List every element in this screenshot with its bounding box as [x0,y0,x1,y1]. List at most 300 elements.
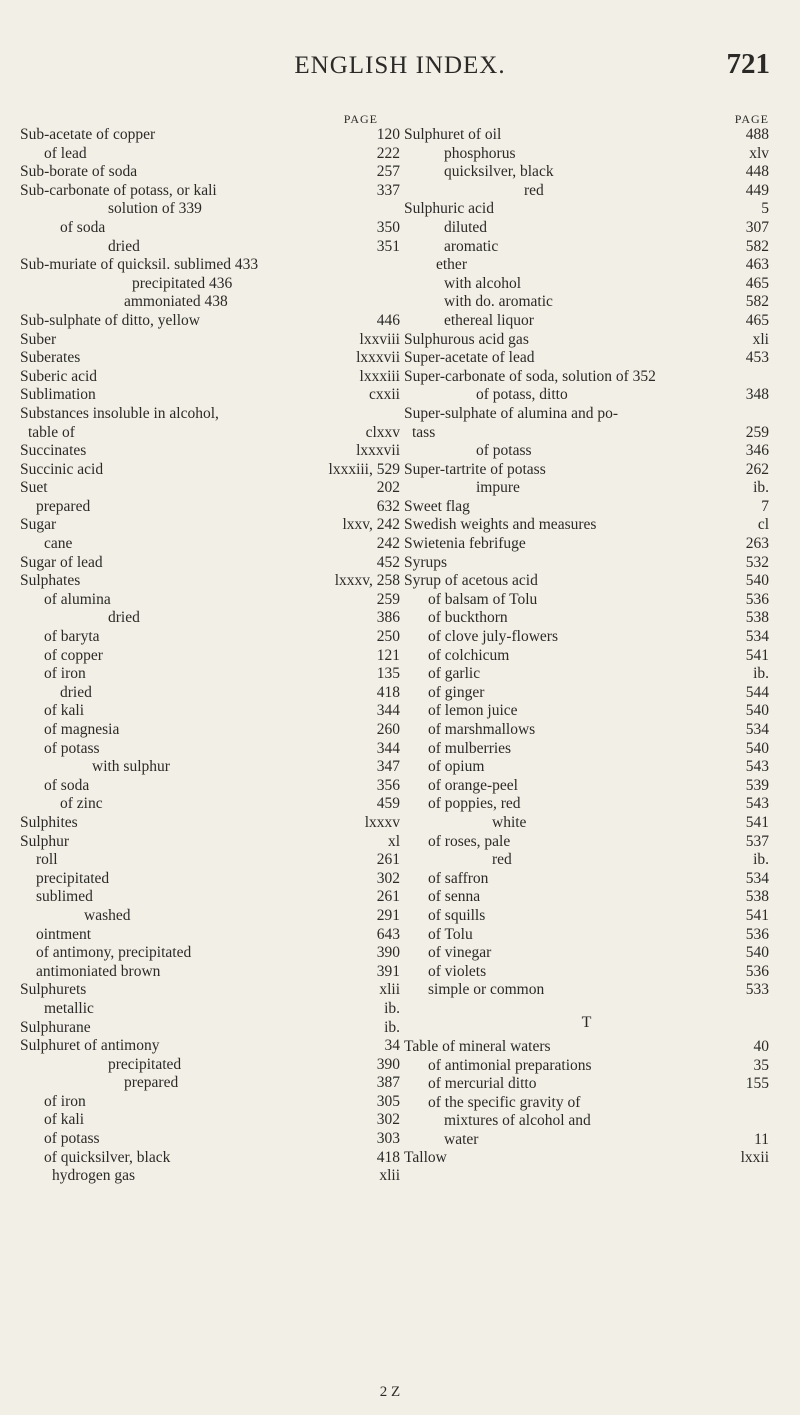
entry-page: xlii [379,1167,400,1185]
index-entry [20,516,400,535]
entry-page: ib. [753,665,769,683]
entry-page: 463 [745,256,769,274]
entry-term: roll [36,851,58,869]
index-entry [20,591,400,610]
index-entry [20,740,400,759]
entry-term: simple or common [428,981,545,999]
index-entry [404,368,769,387]
index-entry [404,275,769,294]
entry-term: of Tolu [428,925,473,943]
entry-page: 418 [376,683,400,701]
entry-term: metallic [44,999,94,1017]
entry-term: ether [436,256,467,274]
entry-page: 533 [745,981,769,999]
entry-page: 536 [745,962,769,980]
index-entry [20,312,400,331]
entry-term: of squills [428,906,486,924]
entry-term: of antimonial preparations [428,1056,592,1074]
entry-page: 259 [745,423,769,441]
entry-page: 534 [745,721,769,738]
entry-term: Super-acetate of lead [404,349,535,367]
entry-page: 538 [745,888,769,906]
entry-term: red [492,851,512,869]
entry-page: 537 [745,832,769,850]
entry-term: of alumina [44,590,111,608]
index-entry [404,851,769,870]
index-entry [20,1111,400,1130]
entry-page: 391 [376,962,400,980]
index-entry [20,665,400,684]
entry-page: 155 [745,1075,769,1093]
entry-term: Suber [20,330,57,348]
entry-page: 346 [745,442,769,460]
entry-page: 543 [745,795,769,813]
entry-page: 534 [745,869,769,887]
index-entry [20,758,400,777]
entry-page: 344 [376,739,400,757]
entry-term: aromatic [444,237,499,255]
entry-page: 302 [376,1111,400,1129]
index-entry [20,795,400,814]
entry-term: water [444,1130,479,1148]
index-entry [404,405,769,424]
index-entry [20,554,400,573]
index-entry [20,609,400,628]
entry-page: 541 [745,813,769,831]
index-entry [20,1093,400,1112]
entry-term: of violets [428,962,487,980]
entry-term: Sulphurane [20,1018,91,1036]
page-column-label: PAGE [343,112,378,126]
entry-page: lxxxv [364,813,400,831]
entry-page: 540 [745,944,769,962]
entry-term: of clove july-flowers [428,628,558,646]
entry-page: 582 [745,293,769,311]
index-entry [404,145,769,164]
entry-page: 544 [745,683,769,701]
index-entry [404,535,769,554]
entry-term: of kali [44,702,85,720]
index-entry [20,535,400,554]
page-number: 721 [726,48,770,80]
entry-term: of roses, pale [428,832,511,850]
entry-term: of lead [44,144,87,162]
entry-term: Sub-acetate of copper [20,126,156,143]
index-entry [20,256,400,275]
entry-term: of senna [428,888,481,906]
entry-term: red [524,181,544,199]
index-entry [20,368,400,387]
entry-term: of orange-peel [428,776,518,794]
index-entry [404,312,769,331]
entry-page: 449 [745,181,769,199]
index-entry [404,814,769,833]
index-entry [20,647,400,666]
entry-page: 465 [745,311,769,329]
index-entry [20,721,400,740]
index-entry [404,498,769,517]
entry-term: Suberic acid [20,367,98,385]
index-entry [404,591,769,610]
index-entry [20,126,400,145]
entry-page: 390 [376,944,400,962]
entry-page: lxxxvii [356,442,400,460]
entry-page: clxxv [365,423,400,441]
entry-term: sublimed [36,888,93,906]
entry-term: precipitated [36,869,110,887]
entry-term: of lemon juice [428,702,518,720]
index-entry [404,238,769,257]
entry-term: of magnesia [44,721,120,738]
entry-term: of antimony, precipitated [36,944,192,962]
entry-page: 541 [745,646,769,664]
entry-term: solution of 339 [108,200,202,218]
entry-page: ib. [753,851,769,869]
index-entry [20,275,400,294]
entry-term: of ginger [428,683,485,701]
entry-term: ointment [36,925,92,943]
index-entry [20,888,400,907]
running-title: ENGLISH INDEX. [294,52,506,79]
entry-page: 242 [376,535,400,553]
entry-page: 259 [376,590,400,608]
entry-term: Super-sulphate of alumina and po- [404,404,619,422]
entry-page: 351 [376,237,400,255]
entry-page: lxxxiii, 529 [328,460,400,478]
signature-mark: 2 Z [379,1384,401,1400]
entry-page: 11 [754,1130,769,1148]
index-entry [404,1131,769,1150]
entry-page: 418 [376,1148,400,1166]
entry-term: Sub-carbonate of potass, or kali [20,181,217,199]
entry-term: precipitated 436 [132,274,233,292]
index-entry [404,163,769,182]
entry-term: of potass [44,739,100,757]
index-entry [404,647,769,666]
entry-term: tass [412,423,436,441]
entry-page: 261 [376,888,400,906]
index-entry [404,331,769,350]
entry-term: phosphorus [444,144,516,162]
index-entry [20,293,400,312]
entry-page: 35 [753,1056,769,1074]
entry-page: 303 [376,1130,400,1148]
entry-page: lxxxiii [359,367,400,385]
index-entry [404,516,769,535]
entry-term: impure [476,479,520,497]
index-entry [404,572,769,591]
entry-term: diluted [444,218,488,236]
entry-term: dried [108,609,140,627]
index-entry [404,944,769,963]
entry-term: with do. aromatic [444,293,553,311]
entry-term: cane [44,535,73,553]
entry-page: 538 [745,609,769,627]
index-entry [20,814,400,833]
index-entry [20,572,400,591]
entry-term: Swedish weights and measures [404,516,597,534]
entry-page: 459 [376,795,400,813]
index-entry [20,182,400,201]
entry-term: Sulphur [20,832,70,850]
entry-term: Sulphites [20,813,78,831]
index-entry [20,479,400,498]
entry-page: 34 [384,1037,400,1055]
index-entry [404,888,769,907]
entry-term: Sulphuric acid [404,200,494,218]
entry-page: 291 [376,906,400,924]
entry-term: Sugar of lead [20,553,103,571]
entry-page: 539 [745,776,769,794]
entry-page: 257 [376,163,400,181]
index-column-left [20,112,400,1186]
entry-page: 202 [376,479,400,497]
index-entry [20,200,400,219]
index-entry [20,944,400,963]
entry-page: 348 [745,386,769,404]
entry-term: antimoniated brown [36,962,161,980]
entry-term: Sulphurets [20,981,87,999]
entry-page: cl [757,516,769,534]
entry-page: 643 [376,925,400,943]
index-entry [404,907,769,926]
index-entry [404,870,769,889]
entry-term: quicksilver, black [444,163,554,181]
index-entry [20,981,400,1000]
entry-page: 307 [745,218,769,236]
entry-term: of potass, ditto [476,386,568,404]
index-entry [20,163,400,182]
entry-page: 7 [761,497,769,515]
entry-term: white [492,813,527,831]
entry-term: of potass [44,1130,100,1148]
index-entry [404,702,769,721]
entry-term: dried [60,683,92,701]
entry-page: 5 [761,200,769,218]
index-entry [404,758,769,777]
entry-page: 386 [376,609,400,627]
page-header [0,48,800,88]
index-entry [404,833,769,852]
index-entry [20,331,400,350]
entry-term: of mercurial ditto [428,1075,537,1093]
entry-term: ethereal liquor [444,311,534,329]
entry-term: mixtures of alcohol and [444,1112,591,1130]
entry-page: lxxxv, 258 [334,572,400,590]
index-entry [20,386,400,405]
entry-page: 448 [745,163,769,181]
entry-page: 261 [376,851,400,869]
entry-page: 488 [745,126,769,143]
entry-page: 260 [376,721,400,738]
index-entry [20,1056,400,1075]
index-entry [20,424,400,443]
entry-term: dried [108,237,140,255]
index-entry [404,386,769,405]
entry-page: 536 [745,590,769,608]
entry-page: xl [387,832,400,850]
index-entry [20,461,400,480]
entry-page: 532 [745,553,769,571]
index-entry [20,1130,400,1149]
entry-term: Sulphuret of antimony [20,1037,160,1055]
entry-page: 465 [745,274,769,292]
index-entry [404,554,769,573]
entry-term: of garlic [428,665,481,683]
index-entry [20,684,400,703]
entry-term: Syrups [404,553,448,571]
index-entry [404,926,769,945]
index-entry [404,665,769,684]
entry-term: of potass [476,442,532,460]
entry-term: of buckthorn [428,609,508,627]
entry-page: 350 [376,218,400,236]
entry-term: of copper [44,646,103,664]
entry-term: Sulphurous acid gas [404,330,529,348]
entry-term: of vinegar [428,944,492,962]
page-column-label: PAGE [734,112,769,126]
entry-page: 540 [745,739,769,757]
entry-page: 135 [376,665,400,683]
entry-term: Sub-muriate of quicksil. sublimed 433 [20,256,259,274]
entry-page: 40 [753,1037,769,1055]
index-entry [20,628,400,647]
index-entry [404,424,769,443]
index-entry [20,907,400,926]
entry-term: of poppies, red [428,795,521,813]
index-entry [20,851,400,870]
entry-term: of soda [44,776,90,794]
index-entry [404,1075,769,1094]
entry-term: Super-tartrite of potass [404,460,546,478]
left-entries [20,126,400,1186]
entry-term: of baryta [44,628,100,646]
entry-term: of iron [44,1092,86,1110]
entry-page: 534 [745,628,769,646]
entry-term: of saffron [428,869,489,887]
entry-page: 250 [376,628,400,646]
index-entry [404,219,769,238]
entry-term: Table of mineral waters [404,1037,551,1055]
index-entry [404,1057,769,1076]
index-entry [20,349,400,368]
entry-term: of marshmallows [428,721,536,738]
index-entry [404,628,769,647]
entry-page: 540 [745,572,769,590]
entry-page: 541 [745,906,769,924]
entry-page: 305 [376,1092,400,1110]
entry-term: precipitated [108,1055,182,1073]
index-entry [20,777,400,796]
entry-term: of the specific gravity of [428,1093,581,1111]
entry-page: ib. [384,999,400,1017]
entry-page: 347 [376,758,400,776]
entry-term: of colchicum [428,646,510,664]
index-entry [20,1167,400,1186]
index-entry [20,219,400,238]
entry-page: 263 [745,535,769,553]
entry-term: Sublimation [20,386,96,404]
entry-term: Sugar [20,516,57,534]
entry-term: of quicksilver, black [44,1148,171,1166]
entry-term: Sulphates [20,572,81,590]
entry-page: 390 [376,1055,400,1073]
index-entry [20,145,400,164]
entry-term: prepared [36,497,91,515]
entry-page: 120 [376,126,400,143]
index-entry [404,182,769,201]
entry-term: Super-carbonate of soda, solution of 352 [404,367,656,385]
entry-page: lxxxvii [356,349,400,367]
index-entry [404,795,769,814]
index-entry [404,684,769,703]
index-entry [20,1037,400,1056]
entry-page: 446 [376,311,400,329]
entry-page: xli [752,330,769,348]
index-entry [20,1019,400,1038]
entry-term: of balsam of Tolu [428,590,538,608]
index-entry [404,1112,769,1131]
entry-page: lxxii [740,1149,769,1167]
entry-term: Syrup of acetous acid [404,572,538,590]
entry-term: prepared [124,1074,179,1092]
entry-page: ib. [753,479,769,497]
entry-term: Succinic acid [20,460,104,478]
entry-term: Tallow [404,1149,447,1167]
entry-page: 302 [376,869,400,887]
index-entry [20,498,400,517]
entry-term: with sulphur [92,758,170,776]
entry-page: 337 [376,181,400,199]
index-entry [20,238,400,257]
entry-term: Swietenia febrifuge [404,535,526,553]
entry-term: Suet [20,479,48,497]
entry-page: 344 [376,702,400,720]
entry-term: Substances insoluble in alcohol, [20,404,219,422]
entry-term: Suberates [20,349,81,367]
index-entry [404,721,769,740]
entry-page: 262 [745,460,769,478]
index-entry [20,926,400,945]
entry-page: 121 [376,646,400,664]
entry-page: lxxviii [359,330,400,348]
entry-term: of kali [44,1111,85,1129]
entry-term: table of [28,423,75,441]
entry-page: xlii [379,981,400,999]
right-entries-after [404,1038,769,1168]
index-entry [404,981,769,1000]
index-entry [404,256,769,275]
index-entry [20,870,400,889]
index-entry [404,777,769,796]
entry-term: Sweet flag [404,497,470,515]
entry-page: 387 [376,1074,400,1092]
entry-term: washed [84,906,131,924]
index-entry [404,963,769,982]
index-entry [404,479,769,498]
entry-term: Sub-sulphate of ditto, yellow [20,311,200,329]
entry-page: xlv [749,144,769,162]
index-entry [404,442,769,461]
entry-page: 540 [745,702,769,720]
entry-page: lxxv, 242 [342,516,400,534]
index-entry [20,1149,400,1168]
index-entry [404,293,769,312]
entry-page: 452 [376,553,400,571]
index-entry [20,1000,400,1019]
section-letter: T [581,1013,592,1031]
index-column-right [404,112,769,1168]
